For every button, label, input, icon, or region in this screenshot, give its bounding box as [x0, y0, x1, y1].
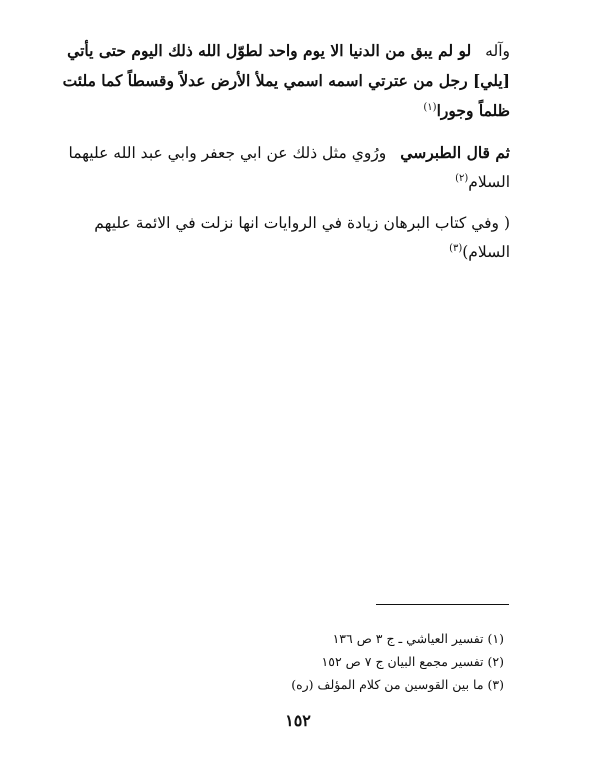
paragraph-hadith — [62, 36, 510, 126]
text-segment: ورُوي مثل ذلك عن ابي جعفر وابي عبد الله عليهما — [68, 144, 387, 162]
text-segment: السلام) — [462, 243, 510, 261]
footnote-item: (٢) تفسير مجمع البيان ج ٧ ص ١٥٢ — [321, 654, 504, 669]
footnote-item: (١) تفسير العياشي ـ ج ٣ ص ١٣٦ — [332, 631, 504, 646]
text-line — [86, 209, 510, 238]
text-segment-bold: [يلي] رجل من عترتي اسمه اسمي يملأ الأرض عدلاً وقسطاً كما ملئت — [62, 71, 510, 90]
text-line — [86, 96, 510, 126]
text-line — [86, 238, 510, 267]
text-segment: السلام — [468, 173, 510, 191]
footnote-separator — [376, 604, 509, 605]
text-line — [67, 36, 510, 66]
text-segment: ( وفي كتاب البرهان زيادة في الروايات انها نزلت في الائمة عليهم — [94, 214, 510, 232]
paragraph-tabarsi — [68, 138, 510, 197]
main-text-body — [62, 36, 510, 279]
footnote-marker: (٢) — [455, 172, 469, 184]
footnote-marker: (١) — [423, 101, 437, 113]
paragraph-burhan — [86, 209, 510, 267]
text-segment-bold: ظلماً وجورا — [436, 101, 510, 120]
footnote-item: (٣) ما بين القوسين من كلام المؤلف (ره) — [291, 677, 504, 692]
text-line — [62, 66, 510, 96]
footnotes — [204, 627, 504, 696]
text-segment-bold: ثم قال الطبرسي — [400, 143, 510, 162]
text-line — [86, 168, 510, 197]
footnote-marker: (٣) — [449, 242, 463, 254]
text-segment-bold: لو لم يبق من الدنيا الا يوم واحد لطوّل الله ذلك اليوم حتى يأتي — [67, 41, 472, 60]
text-line — [68, 138, 510, 168]
text-segment: وآله — [485, 42, 510, 60]
page-number: ١٥٢ — [285, 711, 311, 730]
